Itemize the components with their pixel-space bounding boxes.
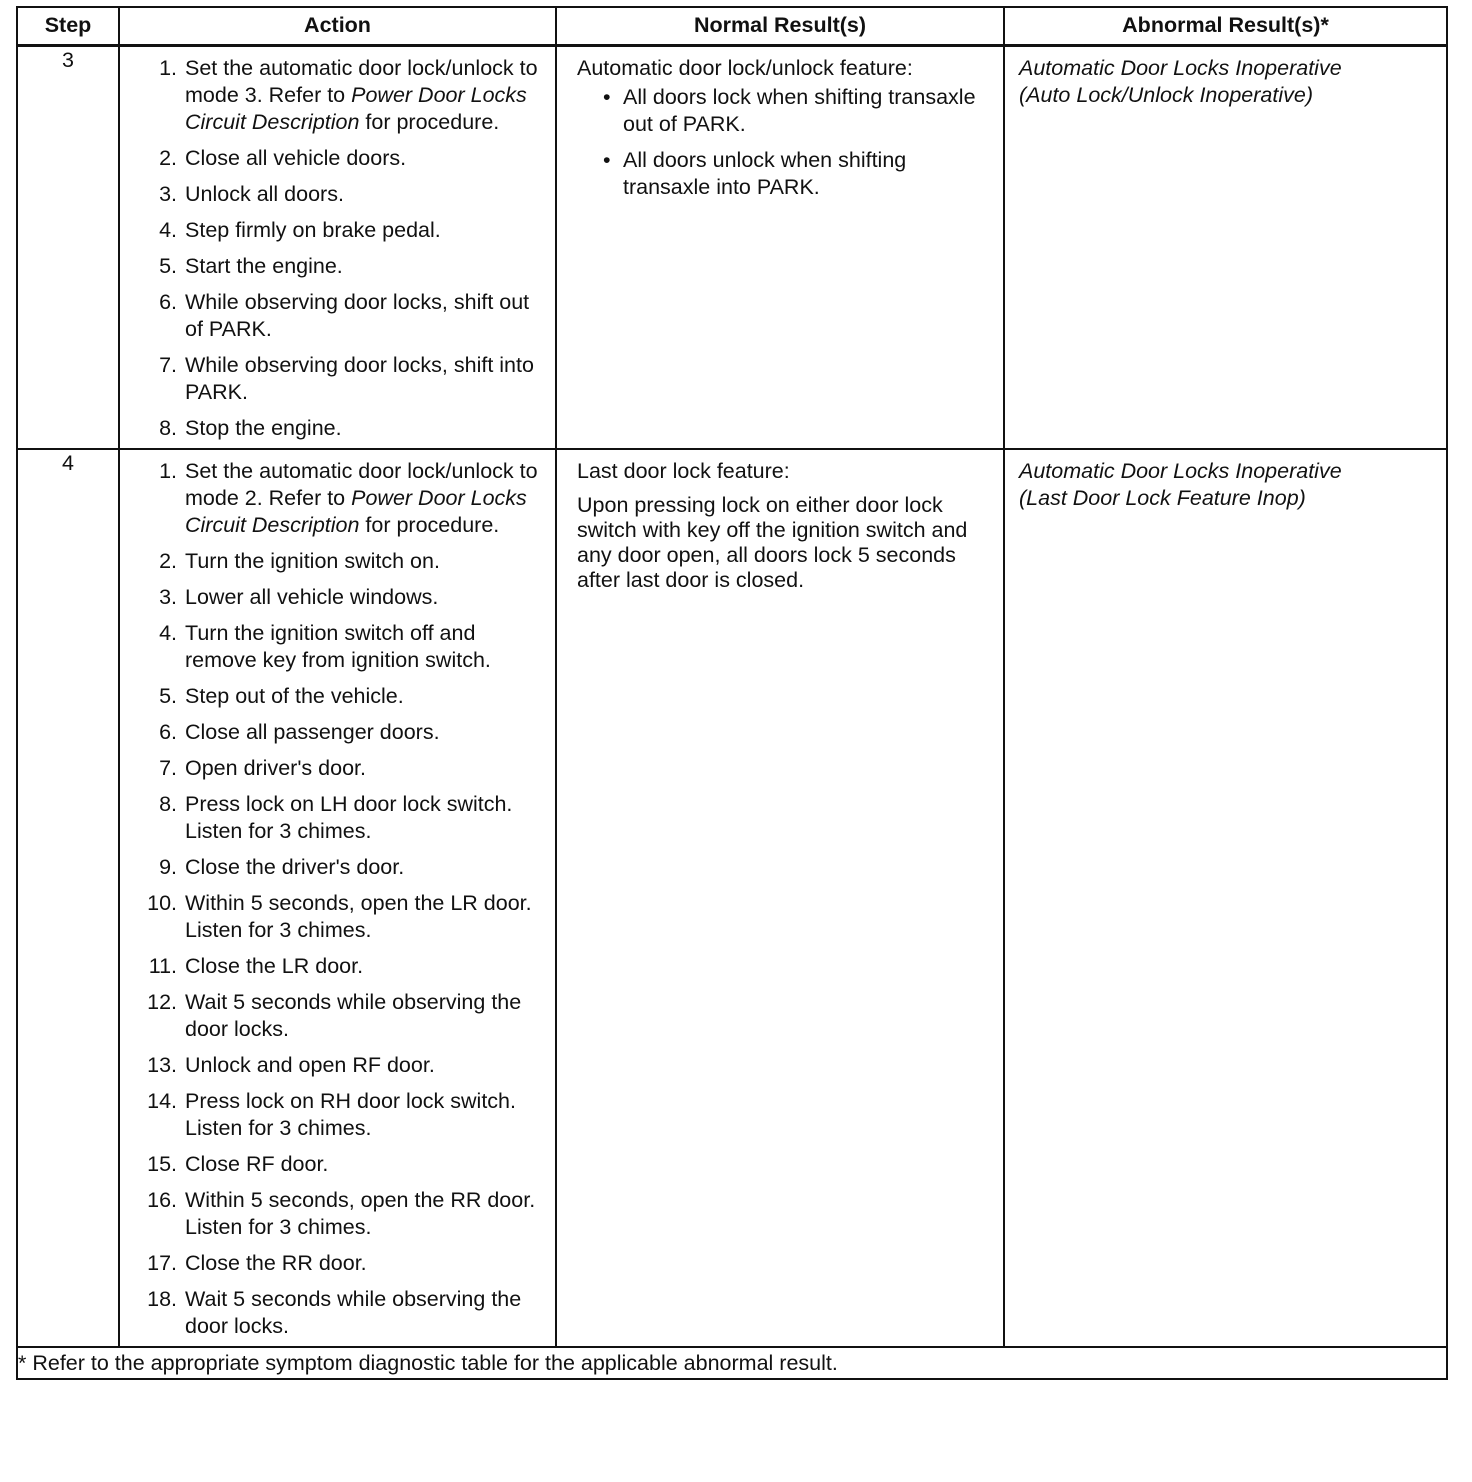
normal-result-description: Upon pressing lock on either door lock switch with key off the ignition switch and any door open, all doors lock 5 seconds after last door is closed.	[577, 493, 968, 592]
action-item: 1. Set the automatic door lock/unlock to mode 2. Refer to Power Door Locks Circuit Description for procedure.	[159, 459, 538, 537]
action-list	[120, 47, 555, 448]
footnote-row	[17, 1347, 1447, 1379]
action-item: 3. Unlock all doors.	[159, 182, 344, 206]
abnormal-result-title: Automatic Door Locks Inoperative	[1019, 459, 1342, 483]
action-item: 5. Start the engine.	[159, 254, 343, 278]
abnormal-result-subtitle: (Last Door Lock Feature Inop)	[1019, 486, 1306, 510]
normal-result-cell	[556, 46, 1004, 450]
action-item: 14. Press lock on RH door lock switch. Listen for 3 chimes.	[147, 1089, 516, 1140]
action-item: 6. Close all passenger doors.	[159, 720, 440, 744]
bullet-item: • All doors lock when shifting transaxle out of PARK.	[603, 85, 976, 136]
header-row	[17, 7, 1447, 46]
action-item: 6. While observing door locks, shift out of PARK.	[159, 290, 530, 341]
table-row	[17, 449, 1447, 1347]
diagnostic-table	[16, 6, 1448, 1380]
action-item: 7. While observing door locks, shift into PARK.	[159, 353, 534, 404]
header-action: Action	[119, 7, 556, 46]
reference-link-text: Power Door Locks Circuit Description	[185, 486, 527, 537]
action-item: 11. Close the LR door.	[148, 954, 364, 978]
header-normal-results: Normal Result(s)	[556, 7, 1004, 46]
normal-result-intro: Last door lock feature:	[577, 459, 790, 483]
table-row	[17, 46, 1447, 450]
abnormal-result-cell	[1004, 449, 1447, 1347]
action-cell	[119, 449, 556, 1347]
bullet-item: • All doors unlock when shifting transaxle into PARK.	[603, 148, 907, 199]
action-item: 10. Within 5 seconds, open the LR door. Listen for 3 chimes.	[147, 891, 532, 942]
bullet-icon: •	[603, 85, 611, 109]
action-item: 5. Step out of the vehicle.	[159, 684, 404, 708]
action-item: 13. Unlock and open RF door.	[147, 1053, 435, 1077]
action-item: 16. Within 5 seconds, open the RR door. Listen for 3 chimes.	[147, 1188, 536, 1239]
action-item: 17. Close the RR door.	[147, 1251, 367, 1275]
abnormal-result-cell	[1004, 46, 1447, 450]
abnormal-result-title: Automatic Door Locks Inoperative	[1019, 56, 1342, 80]
action-item: 1. Set the automatic door lock/unlock to mode 3. Refer to Power Door Locks Circuit Description for procedure.	[159, 56, 538, 134]
action-item: 8. Stop the engine.	[159, 416, 342, 440]
action-item: 9. Close the driver's door.	[159, 855, 405, 879]
action-item: 2. Turn the ignition switch on.	[159, 549, 440, 573]
step-number-cell	[17, 46, 119, 450]
action-item: 4. Step firmly on brake pedal.	[159, 218, 441, 242]
normal-result-cell	[556, 449, 1004, 1347]
header-step: Step	[17, 7, 119, 46]
reference-link-text: Power Door Locks Circuit Description	[185, 83, 527, 134]
action-cell	[119, 46, 556, 450]
action-item: 2. Close all vehicle doors.	[159, 146, 407, 170]
normal-result-bullets	[577, 84, 987, 201]
step-number: 4	[62, 451, 74, 475]
action-item: 15. Close RF door.	[147, 1152, 329, 1176]
abnormal-result-subtitle: (Auto Lock/Unlock Inoperative)	[1019, 83, 1313, 107]
step-number-cell	[17, 449, 119, 1347]
action-item: 18. Wait 5 seconds while observing the door locks.	[147, 1287, 522, 1338]
footnote: * Refer to the appropriate symptom diagnostic table for the applicable abnormal result.	[17, 1347, 1447, 1379]
action-item: 4. Turn the ignition switch off and remove key from ignition switch.	[159, 621, 491, 672]
action-item: 7. Open driver's door.	[159, 756, 366, 780]
action-item: 12. Wait 5 seconds while observing the door locks.	[147, 990, 522, 1041]
step-number: 3	[62, 48, 74, 72]
action-list	[120, 450, 555, 1346]
action-item: 3. Lower all vehicle windows.	[159, 585, 439, 609]
normal-result-intro: Automatic door lock/unlock feature:	[577, 56, 913, 80]
action-item: 8. Press lock on LH door lock switch. Listen for 3 chimes.	[159, 792, 513, 843]
bullet-icon: •	[603, 148, 611, 172]
header-abnormal-results: Abnormal Result(s)*	[1004, 7, 1447, 46]
